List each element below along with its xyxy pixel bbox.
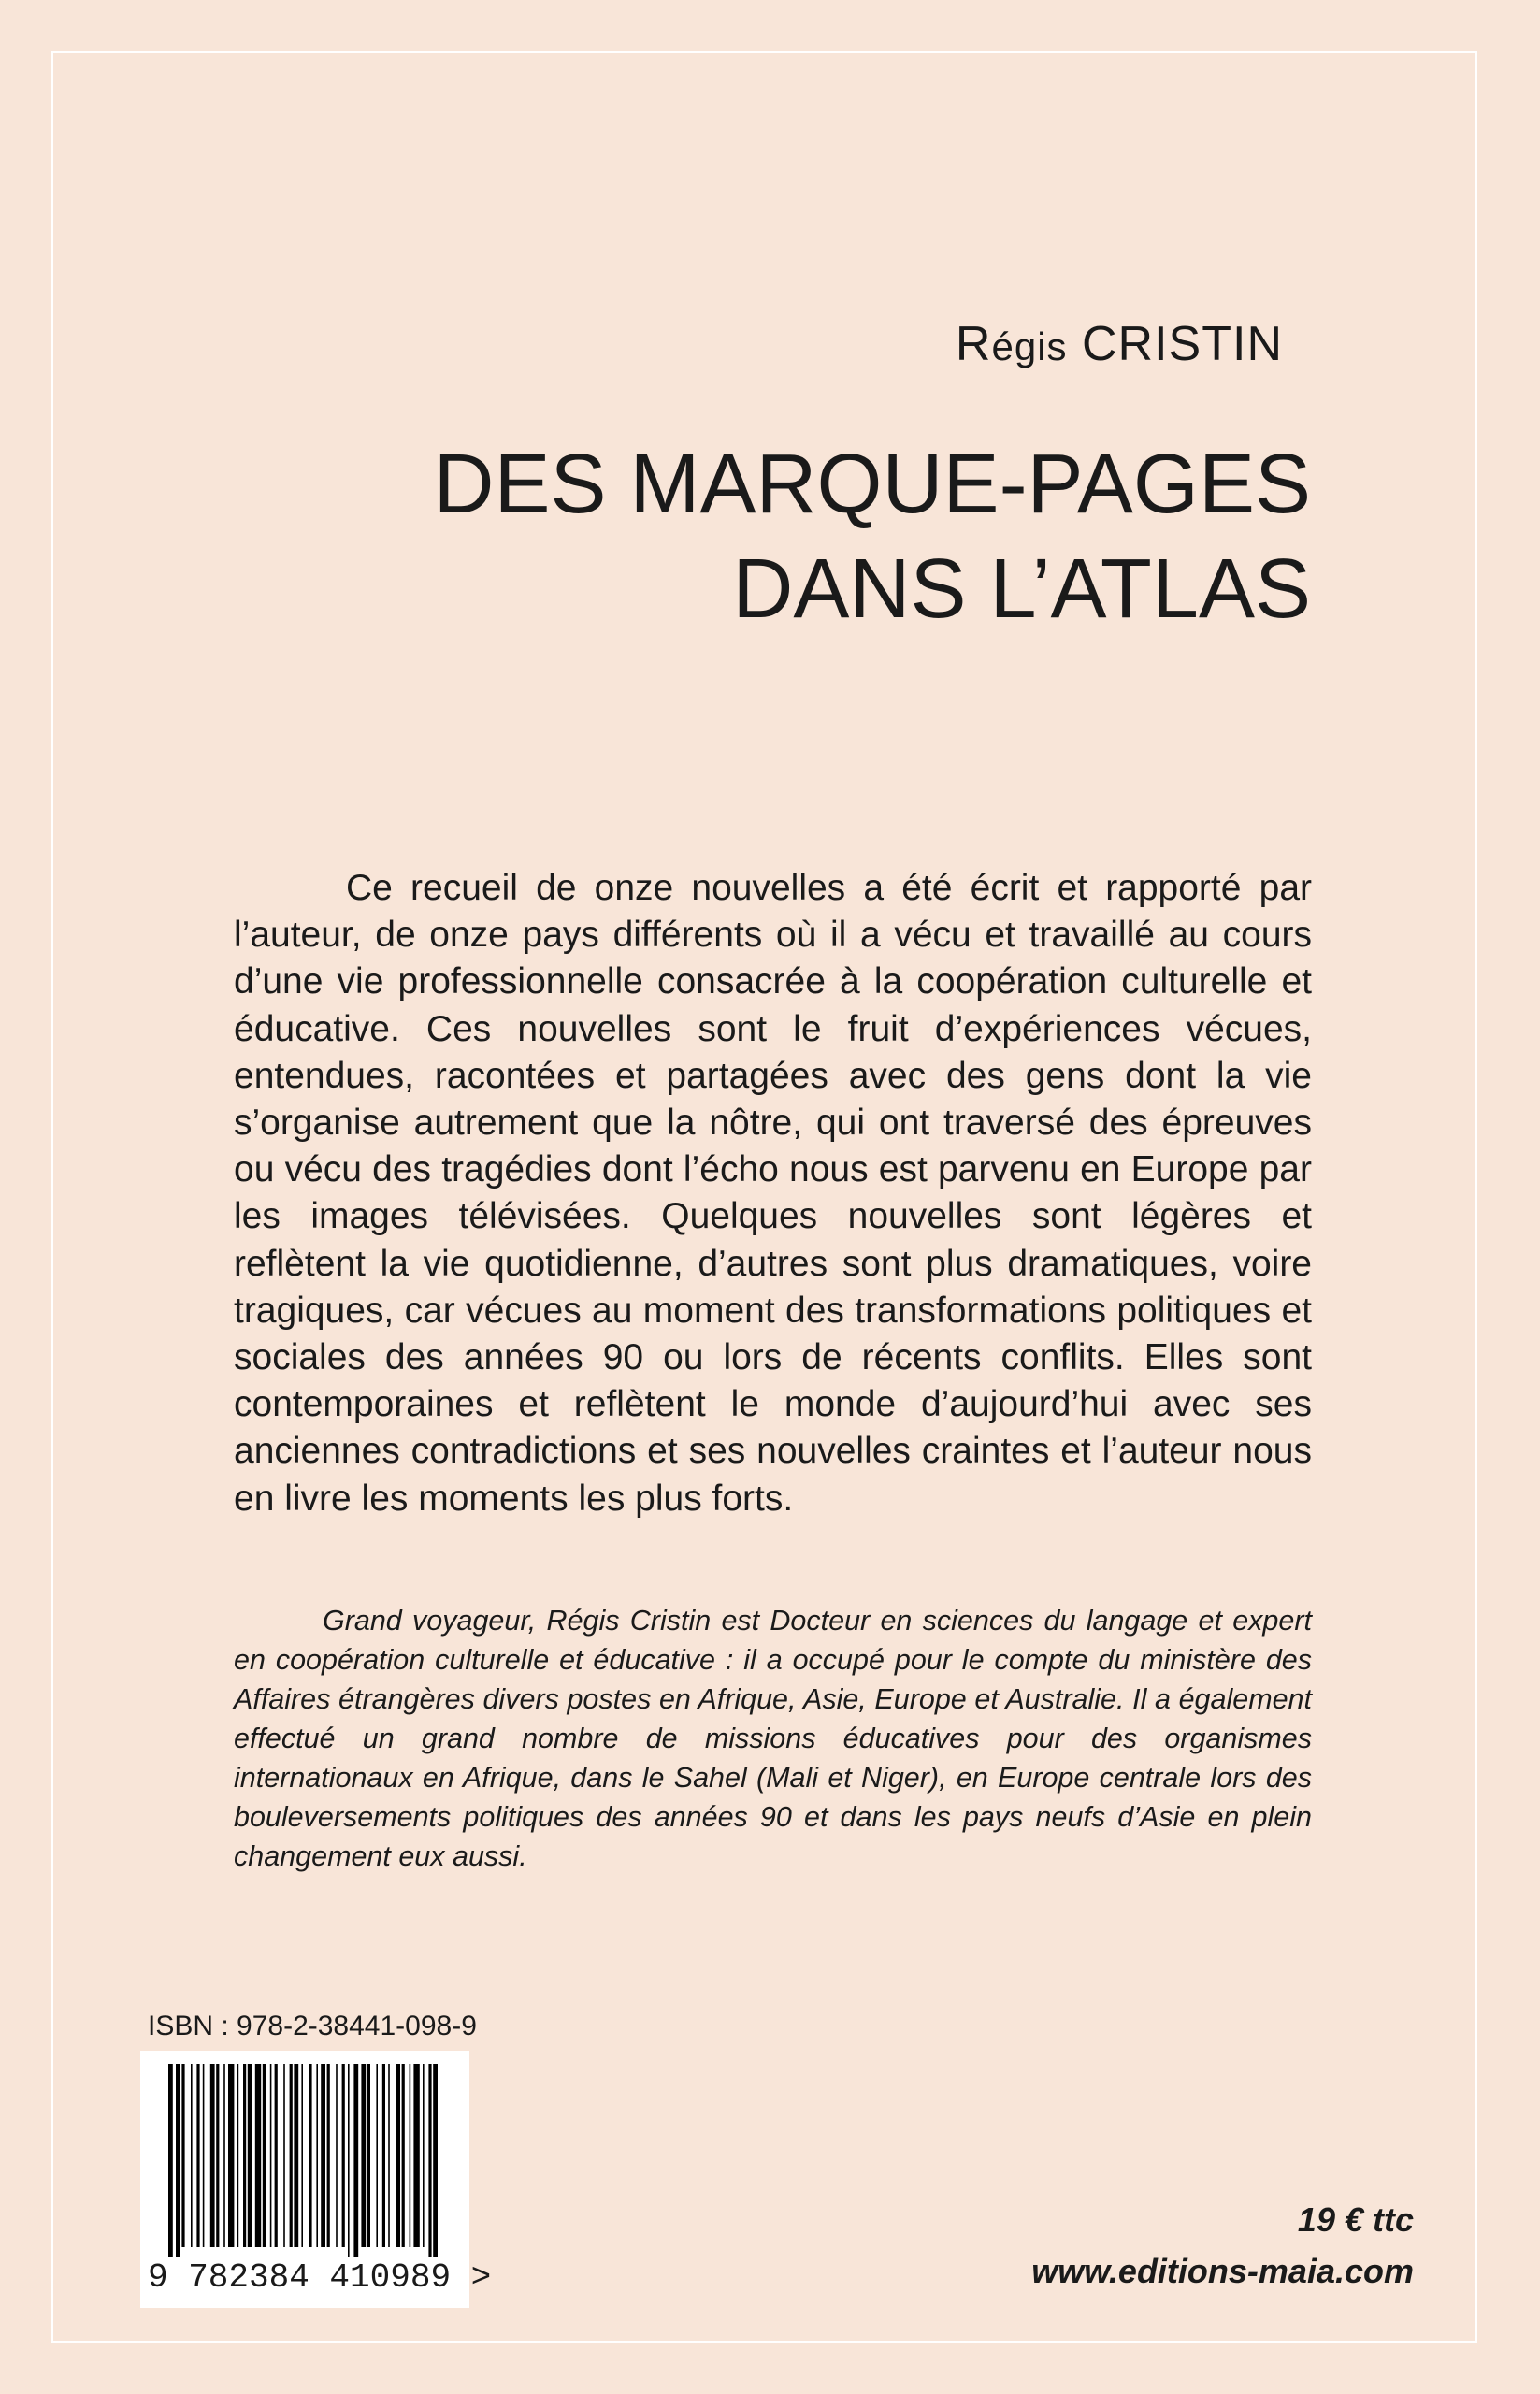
author-biography: Grand voyageur, Régis Cristin est Docteur en sciences du langage et expert en coopération culturelle et éducative : il a occupé pour le compte du ministère des Affaires étrangères divers postes en Afrique, Asie, Europe et Australie. Il a également effectué un grand nombre de missions éducatives pour des organismes internationaux en Afrique, dans le Sahel (Mali et Niger), en Europe centrale lors des bouleversements politiques des années 90 et dans les pays neufs d’Asie en plein changement eux aussi. (234, 1605, 1312, 1872)
barcode-bar (283, 2064, 285, 2247)
author-first-name-smallcaps: égis (991, 324, 1068, 368)
barcode-bar (168, 2064, 173, 2257)
barcode-bar (433, 2064, 438, 2257)
barcode-bar (290, 2064, 293, 2247)
publisher-website: www.editions-maia.com (1031, 2252, 1414, 2290)
barcode (140, 2051, 492, 2308)
barcode-bar (353, 2064, 358, 2257)
barcode-bar (410, 2064, 411, 2247)
barcode-bar (210, 2064, 215, 2247)
barcode-bar (316, 2064, 318, 2247)
barcode-bar (336, 2064, 338, 2247)
barcode-bar (367, 2064, 370, 2247)
barcode-bar (223, 2064, 225, 2247)
isbn-label: ISBN : 978-2-38441-098-9 (148, 2011, 477, 2041)
barcode-bar (301, 2064, 303, 2247)
barcode-bar (413, 2064, 419, 2247)
barcode-bar (216, 2064, 219, 2247)
book-title-line-1: DES MARQUE-PAGES (433, 438, 1311, 531)
barcode-bar (275, 2064, 278, 2247)
barcode-bar (248, 2064, 252, 2247)
author-name: Régis CRISTIN (955, 317, 1283, 371)
barcode-bar (176, 2064, 180, 2257)
barcode-bar (294, 2064, 298, 2247)
barcode-bar (181, 2064, 184, 2247)
barcode-bar (237, 2064, 239, 2247)
barcode-bar (428, 2064, 431, 2257)
barcode-bar (376, 2064, 378, 2247)
barcode-bar (243, 2064, 246, 2247)
barcode-bar (228, 2064, 234, 2247)
barcode-bar (255, 2064, 261, 2247)
barcode-bar (263, 2064, 266, 2247)
barcode-bar (396, 2064, 400, 2247)
barcode-bar (423, 2064, 425, 2247)
barcode-bar (191, 2064, 193, 2247)
barcode-bar (388, 2064, 390, 2247)
barcode-bar (203, 2064, 205, 2247)
barcode-bar (196, 2064, 199, 2247)
barcode-bar (270, 2064, 272, 2247)
book-summary: Ce recueil de onze nouvelles a été écrit et rapporté par l’auteur, de onze pays différents où il a vécu et travaillé au cours d’une vie professionnelle consacrée à la coopération culturelle et éducative. Ces nouvelles sont le fruit d’expériences vécues, entendues, racontées et partagées avec des gens dont la vie s’organise autrement que la nôtre, qui ont traversé des épreuves ou vécu des tragédies dont l’écho nous est parvenu en Europe par les images télévisées. Quelques nouvelles sont légères et reflètent la vie quotidienne, d’autres sont plus dramatiques, voire tragiques, car vécues au moment des transformations politiques et sociales des années 90 ou lors de récents conflits. Elles sont contemporaines et reflètent le monde d’aujourd’hui avec ses anciennes contradictions et ses nouvelles craintes et l’auteur nous en livre les moments les plus forts. (234, 868, 1312, 1519)
book-title (376, 432, 1311, 642)
barcode-bar (327, 2064, 330, 2247)
barcode-bar (309, 2064, 311, 2247)
barcode-bar (342, 2064, 345, 2247)
barcode-bars (140, 2051, 469, 2257)
barcode-bar (348, 2064, 350, 2257)
barcode-bar (382, 2064, 385, 2247)
price: 19 € ttc (1297, 2200, 1414, 2239)
barcode-bar (361, 2064, 366, 2247)
barcode-digits: 9 782384 410989 > (148, 2258, 492, 2297)
book-title-line-2: DANS L’ATLAS (732, 542, 1311, 636)
author-last-name: CRISTIN (1082, 317, 1283, 371)
barcode-bar (321, 2064, 325, 2247)
barcode-bar (402, 2064, 405, 2247)
